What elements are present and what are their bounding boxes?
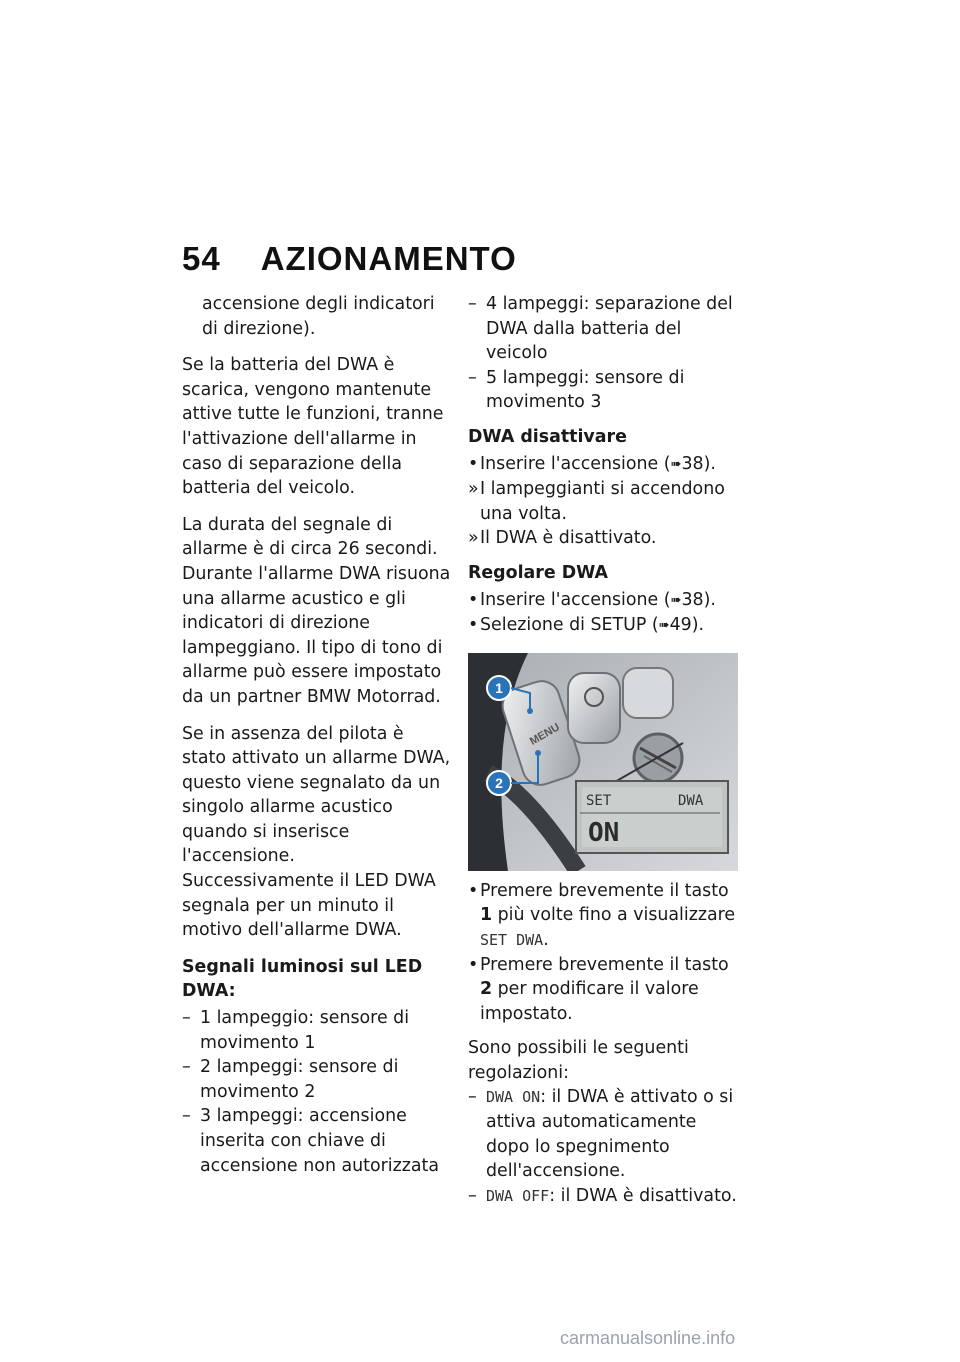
left-column (182, 292, 452, 1188)
settings-list (468, 1085, 744, 1208)
led-signal-list-continued (468, 292, 744, 415)
list-item: – 1 lampeggio: sensore di movimento 1 (182, 1008, 410, 1053)
callout-1: 1 (495, 679, 503, 696)
disable-steps (468, 452, 744, 551)
page-reference-arrow-icon: ➠ (670, 456, 682, 472)
display-dwa-label: DWA (678, 792, 704, 809)
list-item: – 5 lampeggi: sensore di movimento 3 (468, 367, 685, 413)
menu-button-label: MENU (527, 720, 562, 748)
list-item: – 3 lampeggi: accensione inserita con chiave di accensione non autorizzata (182, 1106, 440, 1176)
list-item: • Selezione di SETUP (➠49). (468, 613, 744, 639)
paragraph-continued: accensione degli indicatori di direzione). (202, 294, 435, 339)
paragraph-absence: Se in assenza del pilota è stato attivato un allarme DWA, questo viene segnalato da un singolo allarme acustico quando si inserisce l'accensione. Successivamente il LED DWA segnala per un minuto il motivo dell'allarme DWA. (182, 723, 451, 941)
right-column (468, 292, 744, 1218)
paragraph-battery: Se la batteria del DWA è scarica, vengono mantenute attive tutte le funzioni, tranne l'attivazione dell'allarme in caso di separazione della batteria del veicolo. (182, 355, 444, 499)
list-item: – 4 lampeggi: separazione del DWA dalla batteria del veicolo (468, 294, 733, 364)
page-reference-arrow-icon: ➠ (670, 592, 682, 608)
list-item: • Inserire l'accensione (➠38). (468, 588, 744, 614)
handlebar-controls-figure (468, 653, 738, 871)
heading-dwa-adjust: Regolare DWA (468, 562, 608, 583)
list-item: • Inserire l'accensione (➠38). (468, 452, 744, 478)
heading-dwa-disable: DWA disattivare (468, 426, 627, 447)
heading-led-signals: Segnali luminosi sul LED DWA: (182, 956, 423, 1002)
led-signal-list (182, 1006, 452, 1178)
page-reference-arrow-icon: ➠ (658, 618, 670, 634)
watermark: carmanualsonline.info (560, 1328, 736, 1348)
list-item: » Il DWA è disattivato. (468, 528, 657, 549)
callout-2: 2 (495, 774, 503, 791)
page-number: 54 (182, 240, 221, 277)
adjust-instructions (468, 879, 744, 1027)
display-set-label: SET (586, 792, 612, 809)
list-item: • Premere brevemente il tasto 1 più volte fino a visualizzare SET DWA. (468, 880, 736, 950)
list-item: » I lampeggianti si accendono una volta. (468, 479, 725, 524)
list-item: • Premere brevemente il tasto 2 per modificare il valore impostato. (468, 954, 729, 1024)
list-item: – 2 lampeggi: sensore di movimento 2 (182, 1057, 399, 1102)
paragraph-duration: La durata del segnale di allarme è di circa 26 secondi. Durante l'allarme DWA risuona una allarme acustico e gli indicatori di direzione lampeggiano. Il tipo di tono di allarme può essere impostato da un partner BMW Motorrad. (182, 514, 451, 707)
adjust-steps (468, 588, 744, 639)
list-item: – DWA OFF: il DWA è disattivato. (468, 1185, 737, 1206)
page-title: AZIONAMENTO (260, 240, 517, 277)
display-value: ON (588, 817, 620, 848)
settings-intro: Sono possibili le seguenti regolazioni: (468, 1038, 689, 1083)
list-item: – DWA ON: il DWA è attivato o si attiva automaticamente dopo lo spegnimento dell'accensione. (468, 1087, 734, 1182)
figure-illustration (468, 653, 738, 871)
page-header (182, 240, 517, 278)
